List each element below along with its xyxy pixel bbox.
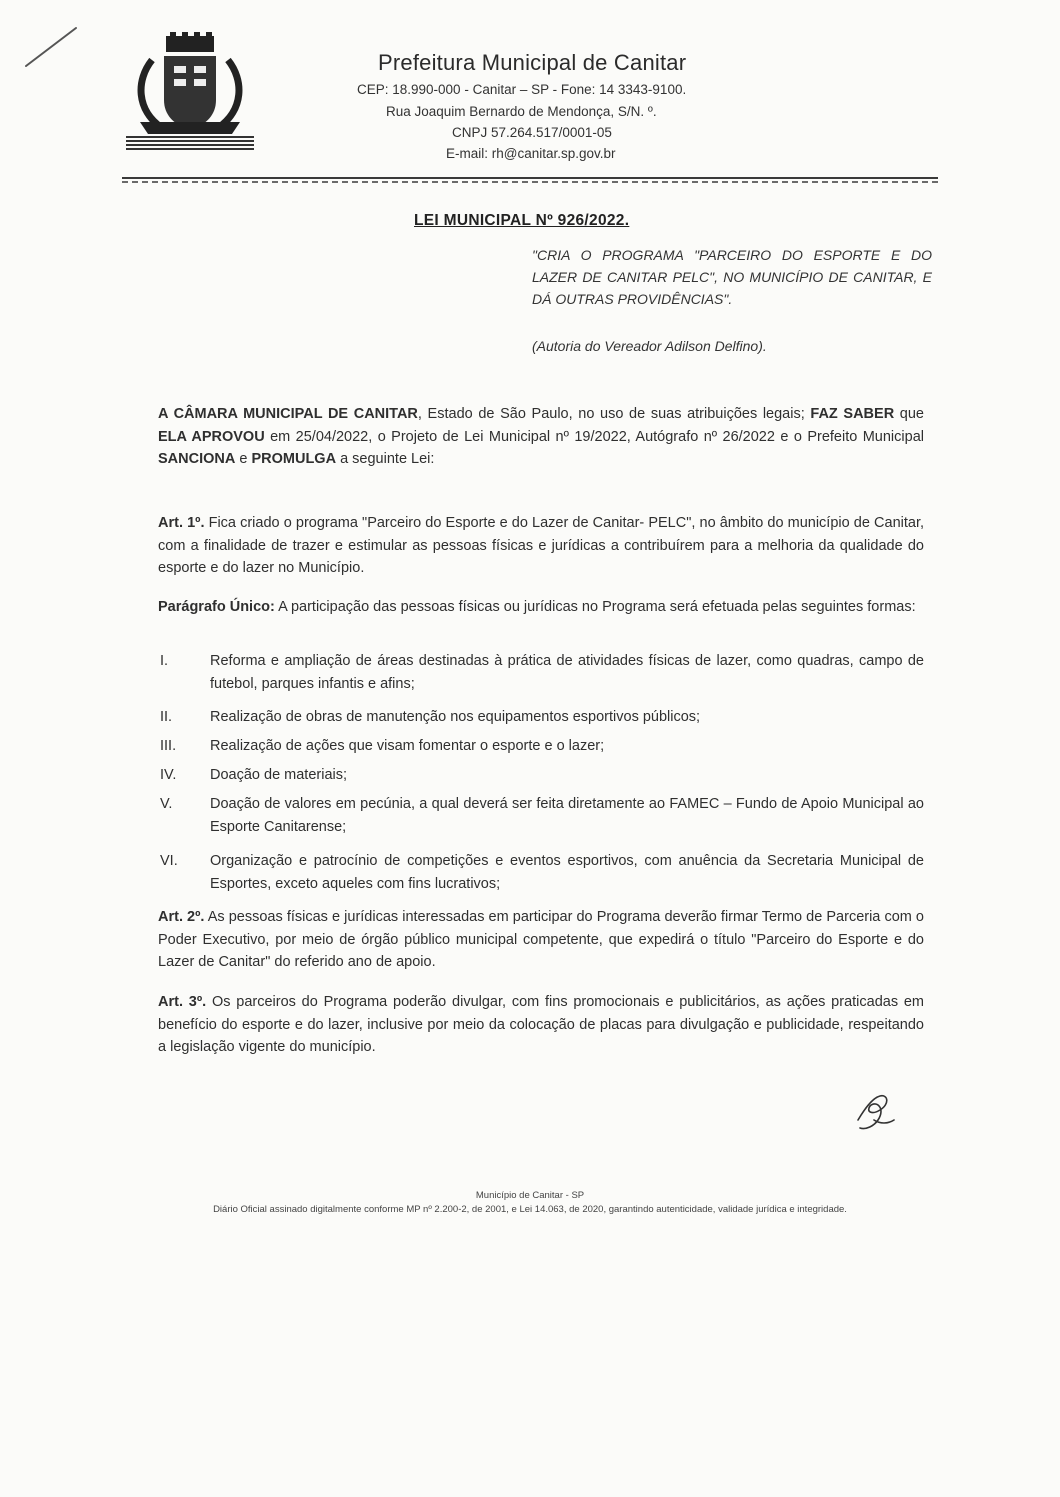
article-2-label: Art. 2º.: [158, 909, 205, 925]
article-1: [158, 512, 924, 580]
item-text: Realização de obras de manutenção nos equipamentos esportivos públicos;: [210, 709, 701, 725]
item-numeral: I.: [160, 653, 169, 669]
enactment-clause: [158, 403, 924, 471]
item-text: Realização de ações que visam fomentar o esporte e o lazer;: [210, 738, 605, 754]
item-text: Doação de valores em pecúnia, a qual deverá ser feita diretamente ao FAMEC – Fundo de Apoio Municipal ao Esporte Canitarense;: [210, 796, 924, 835]
enactment-text-1: , Estado de São Paulo, no uso de suas atribuições legais;: [417, 406, 811, 422]
list-item: [158, 735, 924, 759]
paragrafo-unico: [158, 596, 924, 619]
law-ementa: "CRIA O PROGRAMA "PARCEIRO DO ESPORTE E DO LAZER DE CANITAR PELC", NO MUNICÍPIO DE CANITAR, E DÁ OUTRAS PROVIDÊNCIAS".: [532, 247, 932, 307]
enactment-text-3: em 25/04/2022, o Projeto de Lei Municipal nº 19/2022, Autógrafo nº 26/2022 e o Prefeito Municipal: [264, 428, 924, 445]
list-item: [158, 850, 924, 896]
list-item: [158, 764, 924, 788]
enactment-faz-saber: FAZ SABER: [810, 406, 895, 422]
header-email: E-mail: rh@canitar.sp.gov.br: [446, 146, 616, 161]
enactment-text-2: que: [894, 406, 924, 422]
header-cnpj: CNPJ 57.264.517/0001-05: [452, 125, 612, 140]
municipality-title: Prefeitura Municipal de Canitar: [378, 50, 687, 75]
enactment-chamber: A CÂMARA MUNICIPAL DE CANITAR: [158, 406, 418, 422]
article-2-text: As pessoas físicas e jurídicas interessadas em participar do Programa deverão firmar Termo de Parceria com o Poder Executivo, por meio de órgão público municipal competente, que expedirá o título "Parceiro do Esporte e do Lazer de Canitar" do referido ano de apoio.: [158, 909, 924, 970]
list-item: [158, 650, 924, 696]
item-text: Organização e patrocínio de competições e eventos esportivos, com anuência da Secretaria Municipal de Esportes, exceto aqueles com fins lucrativos;: [210, 853, 924, 892]
item-numeral: III.: [160, 738, 177, 754]
list-item: [158, 793, 924, 839]
article-1-label: Art. 1º.: [158, 515, 205, 531]
enactment-promulga: PROMULGA: [251, 451, 337, 467]
header-address: Rua Joaquim Bernardo de Mendonça, S/N. º.: [386, 104, 657, 119]
article-3-label: Art. 3º.: [158, 994, 207, 1010]
item-numeral: V.: [160, 796, 173, 812]
article-3: [158, 991, 924, 1059]
article-1-text: Fica criado o programa "Parceiro do Esporte e do Lazer de Canitar- PELC", no âmbito do município de Canitar, com a finalidade de trazer e estimular as pessoas físicas e jurídicas a contribuírem para a melhoria da qualidade do esporte e do lazer no Município.: [158, 515, 924, 576]
law-authorship: (Autoria do Vereador Adilson Delfino).: [532, 338, 767, 354]
pen-mark-icon: [22, 22, 82, 72]
item-numeral: II.: [160, 709, 173, 725]
header-divider: [122, 177, 938, 183]
header-cep-phone: CEP: 18.990-000 - Canitar – SP - Fone: 14 3343-9100.: [357, 82, 687, 97]
article-2: [158, 906, 924, 974]
enactment-aprovou: ELA APROVOU: [158, 428, 265, 445]
item-text: Reforma e ampliação de áreas destinadas à prática de atividades físicas de lazer, como quadras, campo de futebol, parques infantis e afins;: [210, 653, 924, 692]
enactment-text-5: a seguinte Lei:: [336, 451, 435, 467]
article-3-text: Os parceiros do Programa poderão divulgar, com fins promocionais e publicitários, as ações praticadas em benefício do esporte e do lazer, inclusive por meio da colocação de placas para divulgação e publicidade, respeitando a legislação vigente do município.: [158, 994, 924, 1055]
enactment-sanciona: SANCIONA: [158, 451, 236, 467]
enactment-text-4: e: [235, 451, 252, 467]
item-text: Doação de materiais;: [210, 767, 348, 783]
paragrafo-unico-label: Parágrafo Único:: [158, 599, 275, 615]
coat-of-arms-icon: [122, 30, 258, 152]
list-item: [158, 706, 924, 730]
item-numeral: IV.: [160, 767, 177, 783]
paragrafo-unico-text: A participação das pessoas físicas ou jurídicas no Programa será efetuada pelas seguintes formas:: [274, 599, 916, 615]
footer-digital-signature-note: Diário Oficial assinado digitalmente conforme MP nº 2.200-2, de 2001, e Lei 14.063, de 2020, garantindo autenticidade, validade jurídica e integridade.: [213, 1204, 847, 1215]
footer-municipality: Município de Canitar - SP: [475, 1190, 585, 1201]
signature-initials-icon: [850, 1090, 900, 1136]
law-title: LEI MUNICIPAL Nº 926/2022.: [414, 212, 630, 229]
item-numeral: VI.: [160, 853, 178, 869]
